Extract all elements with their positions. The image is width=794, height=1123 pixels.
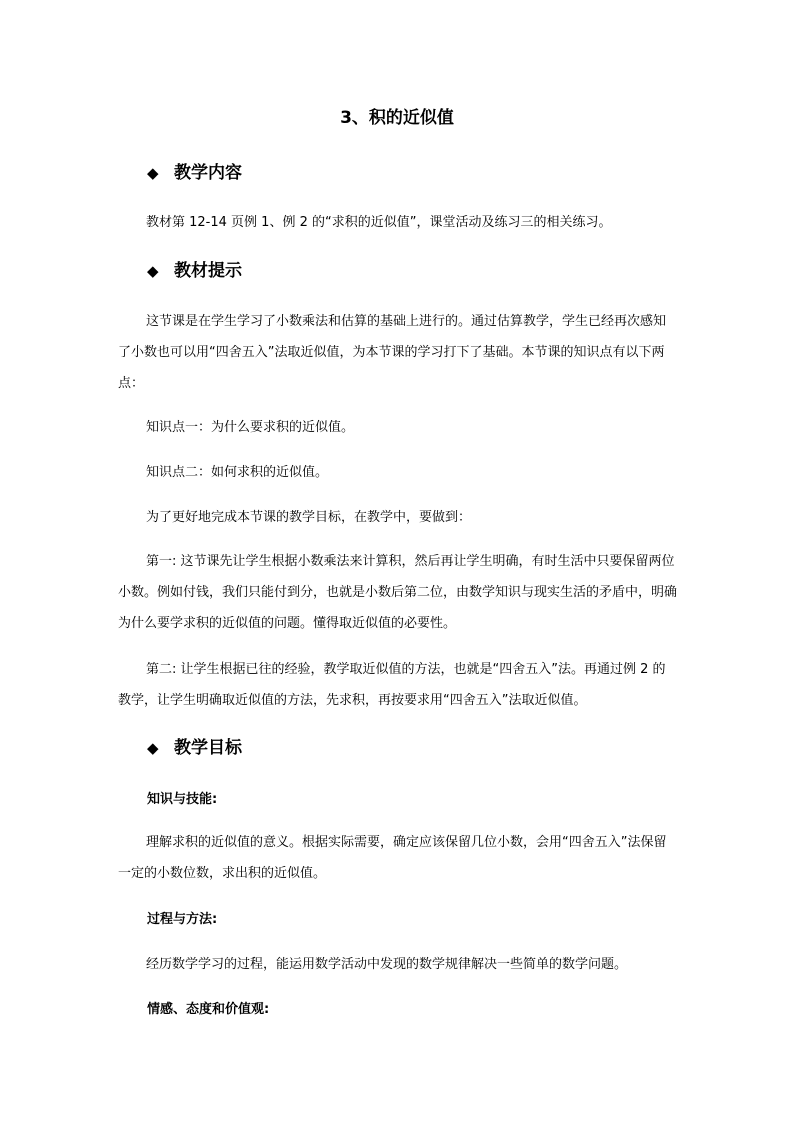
paragraph: 第二: 让学生根据已往的经验，教学取近似值的方法，也就是“四舍五入”法。再通过例 2 的教学，让学生明确取近似值的方法，先求积，再按要求用“四舍五入”法取近似值。 <box>118 662 666 708</box>
subsection-label: 过程与方法: <box>147 912 218 927</box>
paragraph: 第一: 这节课先让学生根据小数乘法来计算积，然后再让学生明确，有时生活中只要保留两位小数。例如付钱，我们只能付到分，也就是小数后第二位，由数学知识与现实生活的矛盾中，明确为什么要学求积的近似值的问题。懂得取近似值的必要性。 <box>118 554 678 631</box>
paragraph: 理解求积的近似值的意义。根据实际需要，确定应该保留几位小数，会用“四舍五入”法保留一定的小数位数，求出积的近似值。 <box>118 835 667 881</box>
paragraph: 知识点一：为什么要求积的近似值。 <box>146 420 355 435</box>
subsection-label: 知识与技能: <box>147 792 218 807</box>
section-heading-text: 教学内容 <box>174 163 242 183</box>
section-heading-teaching-objectives <box>147 734 242 762</box>
section-heading-teaching-content <box>147 159 242 187</box>
diamond-bullet-icon: ◆ <box>147 739 159 757</box>
paragraph: 为了更好地完成本节课的教学目标，在教学中，要做到： <box>146 510 472 525</box>
section-heading-text: 教材提示 <box>174 261 242 281</box>
paragraph: 知识点二：如何求积的近似值。 <box>146 465 329 480</box>
paragraph: 这节课是在学生学习了小数乘法和估算的基础上进行的。通过估算教学，学生已经再次感知了小数也可以用“四舍五入”法取近似值，为本节课的学习打下了基础。本节课的知识点有以下两点： <box>118 314 667 391</box>
paragraph: 经历数学学习的过程，能运用数学活动中发现的数学规律解决一些简单的数学问题。 <box>146 957 628 972</box>
paragraph: 教材第 12-14 页例 1、例 2 的“求积的近似值”，课堂活动及练习三的相关练习。 <box>146 215 612 230</box>
section-heading-text: 教学目标 <box>174 738 242 758</box>
subsection-label: 情感、态度和价值观: <box>147 1002 270 1017</box>
section-heading-textbook-hints <box>147 257 242 285</box>
diamond-bullet-icon: ◆ <box>147 164 159 182</box>
page-title: 3、积的近似值 <box>340 108 454 128</box>
diamond-bullet-icon: ◆ <box>147 262 159 280</box>
